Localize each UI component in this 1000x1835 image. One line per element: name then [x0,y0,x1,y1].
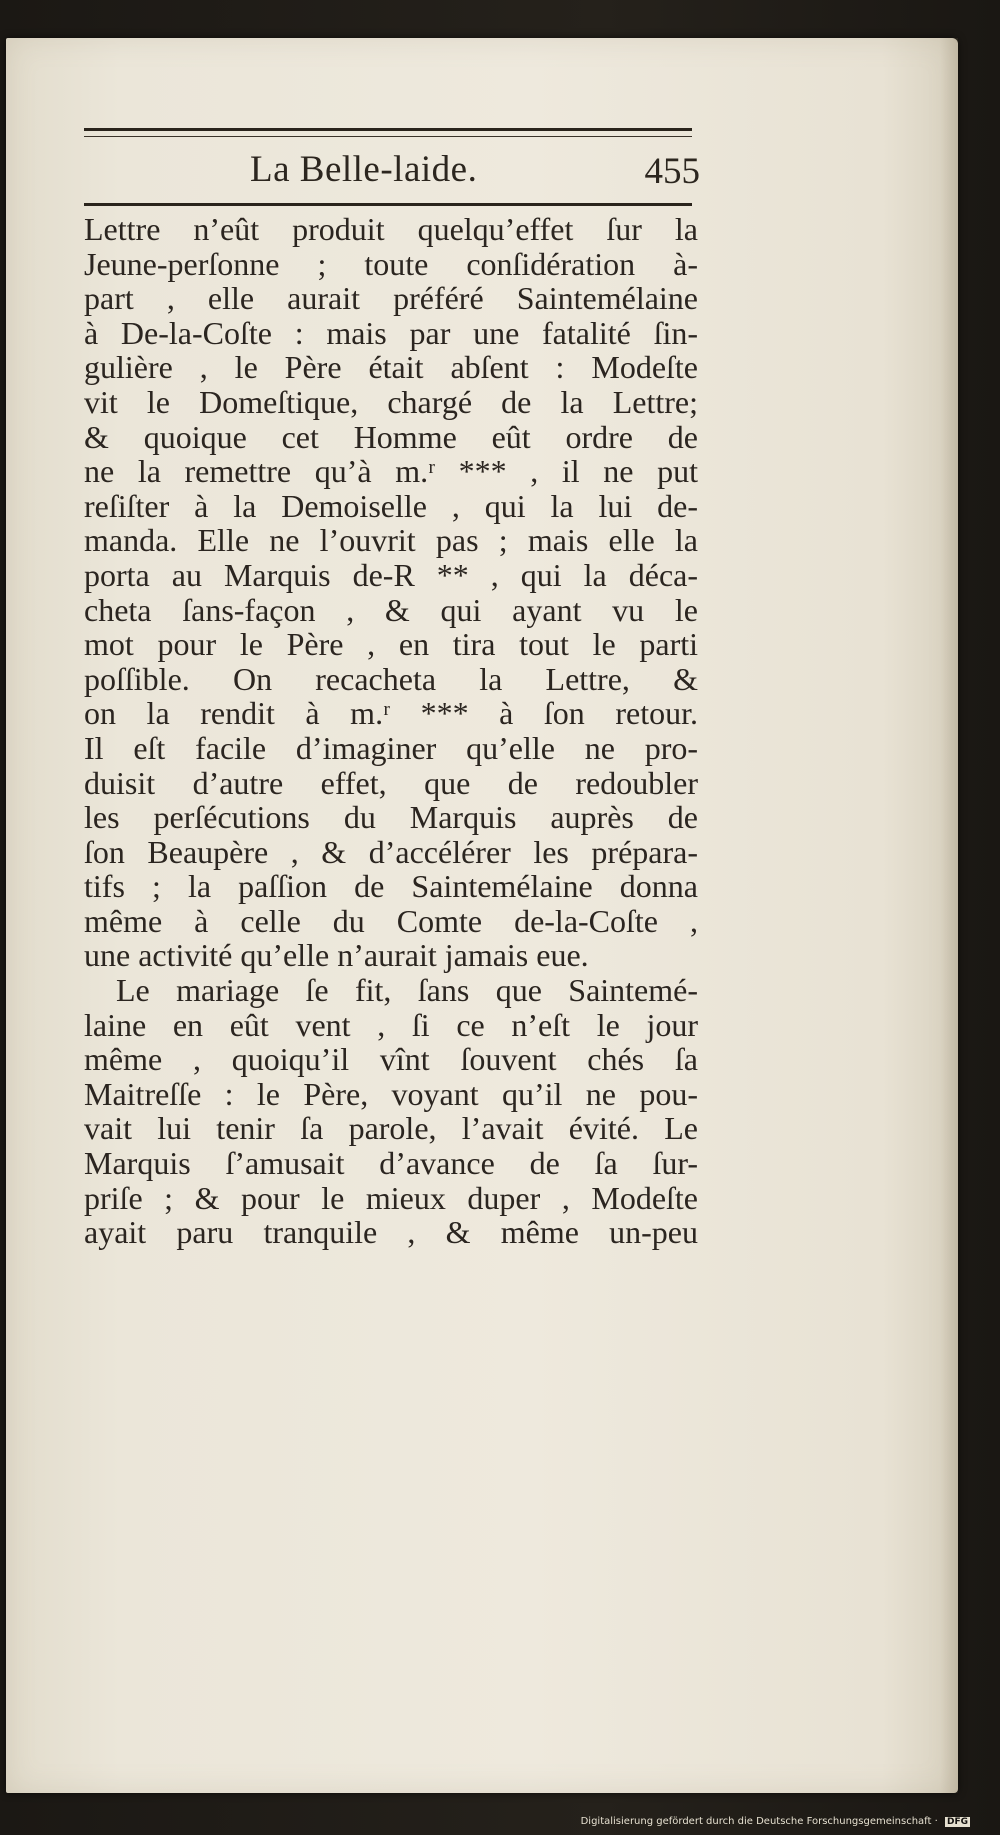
header-rule [84,203,692,206]
text-line: laine en eût vent , ſi ce n’eſt le jour [84,1006,698,1043]
text-line: priſe ; & pour le mieux duper , Modeſte [84,1179,698,1216]
page-number: 455 [644,151,700,192]
text-line: vait lui tenir ſa parole, l’avait évité. Le [84,1110,698,1147]
text-line: vit le Domeſtique, chargé de la Lettre; [84,383,698,420]
text-line: Jeune-perſonne ; toute conſidération à- [84,245,698,282]
text-line: mot pour le Père , en tira tout le parti [84,626,698,663]
text-line: ne la remettre qu’à m.ʳ *** , il ne put [84,453,698,490]
text-line: ayait paru tranquile , & même un-peu [84,1214,698,1251]
text-line: duisit d’autre effet, que de redoubler [84,764,698,801]
text-line: Le mariage ſe fit, ſans que Saintemé- [116,972,698,1009]
text-line: & quoique cet Homme eût ordre de [84,418,698,455]
text-line: ſon Beaupère , & d’accélérer les prépara- [84,833,698,870]
top-rule-thin [84,136,692,137]
text-line: à De-la-Coſte : mais par une fatalité ſin- [84,314,698,351]
text-line: Lettre n’eût produit quelqu’effet ſur la [84,211,698,247]
text-line: gulière , le Père était abſent : Modeſte [84,349,698,386]
page-edge-shadow [940,38,958,1793]
dfg-logo: DFG [946,1817,968,1827]
text-line: Maitreſſe : le Père, voyant qu’il ne pou- [84,1075,698,1112]
text-line: on la rendit à m.ʳ *** à ſon retour. [84,695,698,732]
digitization-credit [581,1816,970,1827]
text-line: Il eſt facile d’imaginer qu’elle ne pro- [84,729,698,766]
text-line: une activité qu’elle n’aurait jamais eue. [84,937,589,974]
body-text [84,212,698,1250]
text-line: les perſécutions du Marquis auprès de [84,799,698,836]
text-line: porta au Marquis de-R ** , qui la déca- [84,556,698,593]
running-title: La Belle-laide. [250,149,478,190]
text-line: reſiſter à la Demoiselle , qui la lui de- [84,487,698,524]
credit-text: Digitalisierung gefördert durch die Deutsche Forschungsgemeinschaft · [580,1816,938,1827]
text-line: même à celle du Comte de-la-Coſte , [84,902,698,939]
text-line: poſſible. On recacheta la Lettre, & [84,660,698,697]
text-line: cheta ſans-façon , & qui ayant vu le [84,591,698,628]
text-line: Marquis ſ’amusait d’avance de ſa ſur- [84,1145,698,1182]
text-line: part , elle aurait préféré Saintemélaine [84,280,698,317]
top-rule [84,128,692,131]
text-line: même , quoiqu’il vînt ſouvent chés ſa [84,1041,698,1078]
text-line: tifs ; la paſſion de Saintemélaine donna [84,868,698,905]
text-line: manda. Elle ne l’ouvrit pas ; mais elle la [84,522,698,559]
